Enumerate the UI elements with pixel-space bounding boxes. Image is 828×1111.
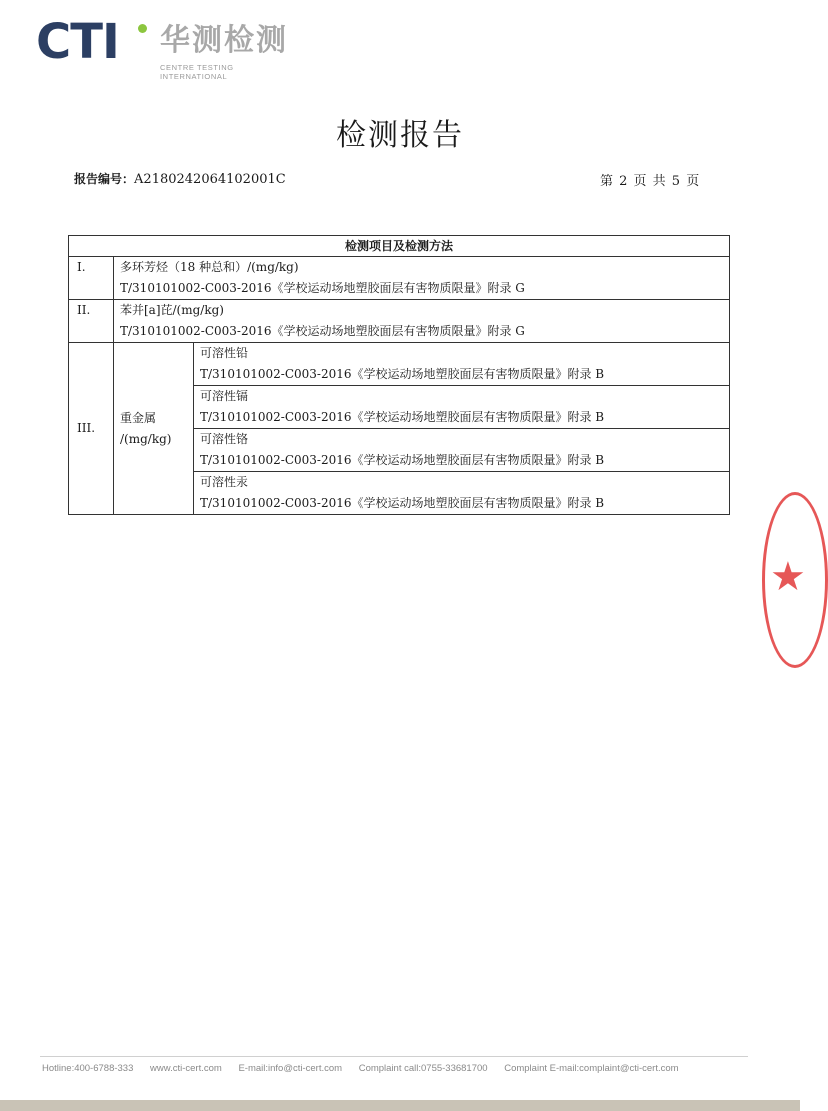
row-content: [114, 257, 730, 300]
table-header: 检测项目及检测方法: [69, 236, 730, 257]
page-indicator: 第 2 页 共 5 页: [600, 174, 701, 189]
row-number: II.: [69, 300, 114, 343]
report-number: 报告编号：A2180242064102001C: [74, 172, 286, 187]
table-row: [69, 343, 730, 386]
footer: [42, 1063, 762, 1074]
sub-row-content: [194, 472, 730, 515]
footer-complaint-call: Complaint call:0755-33681700: [358, 1063, 488, 1074]
test-item: 可溶性汞: [200, 475, 249, 489]
page-title: 检测报告: [336, 118, 464, 153]
group-label-line1: 重金属: [120, 410, 157, 425]
row-content: [114, 300, 730, 343]
cti-logo: [36, 14, 296, 81]
logo-name-en: CENTRE TESTING INTERNATIONAL: [160, 63, 234, 81]
test-method: T/310101002-C003-2016《学校运动场地塑胶面层有害物质限量》附录 G: [120, 281, 525, 295]
logo-name-cn: 华测检测: [160, 23, 288, 58]
sub-row-content: [194, 386, 730, 429]
group-label: [114, 343, 194, 515]
footer-complaint-email: Complaint E-mail:complaint@cti-cert.com: [504, 1063, 679, 1074]
seal-star-icon: ★: [770, 554, 806, 600]
footer-email: E-mail:info@cti-cert.com: [238, 1063, 343, 1074]
test-method: T/310101002-C003-2016《学校运动场地塑胶面层有害物质限量》附录 B: [200, 367, 605, 381]
company-seal: [762, 492, 828, 668]
test-method: T/310101002-C003-2016《学校运动场地塑胶面层有害物质限量》附录 B: [200, 410, 605, 424]
test-item: 多环芳烃（18 种总和）/(mg/kg): [120, 260, 299, 274]
footer-website: www.cti-cert.com: [150, 1063, 222, 1074]
logo-dot: [138, 24, 147, 33]
row-number: I.: [69, 257, 114, 300]
footer-hotline: Hotline:400-6788-333: [42, 1063, 134, 1074]
row-number: III.: [69, 343, 114, 515]
report-number-label: 报告编号: [74, 172, 123, 186]
page-bottom-edge: [0, 1100, 800, 1111]
group-label-line2: /(mg/kg): [120, 431, 172, 446]
test-items-table: [68, 235, 730, 515]
table-row: [69, 257, 730, 300]
logo-brand: CTI: [36, 14, 119, 70]
test-item: 可溶性镉: [200, 389, 249, 403]
test-item: 可溶性铬: [200, 432, 249, 446]
test-method: T/310101002-C003-2016《学校运动场地塑胶面层有害物质限量》附录 G: [120, 324, 525, 338]
test-method: T/310101002-C003-2016《学校运动场地塑胶面层有害物质限量》附录 B: [200, 496, 605, 510]
sub-row-content: [194, 343, 730, 386]
sub-row-content: [194, 429, 730, 472]
test-method: T/310101002-C003-2016《学校运动场地塑胶面层有害物质限量》附录 B: [200, 453, 605, 467]
table-row: [69, 300, 730, 343]
test-item: 苯并[a]芘/(mg/kg): [120, 303, 224, 317]
test-item: 可溶性铅: [200, 346, 249, 360]
footer-divider: [40, 1056, 748, 1057]
report-number-value: A2180242064102001C: [134, 172, 286, 187]
